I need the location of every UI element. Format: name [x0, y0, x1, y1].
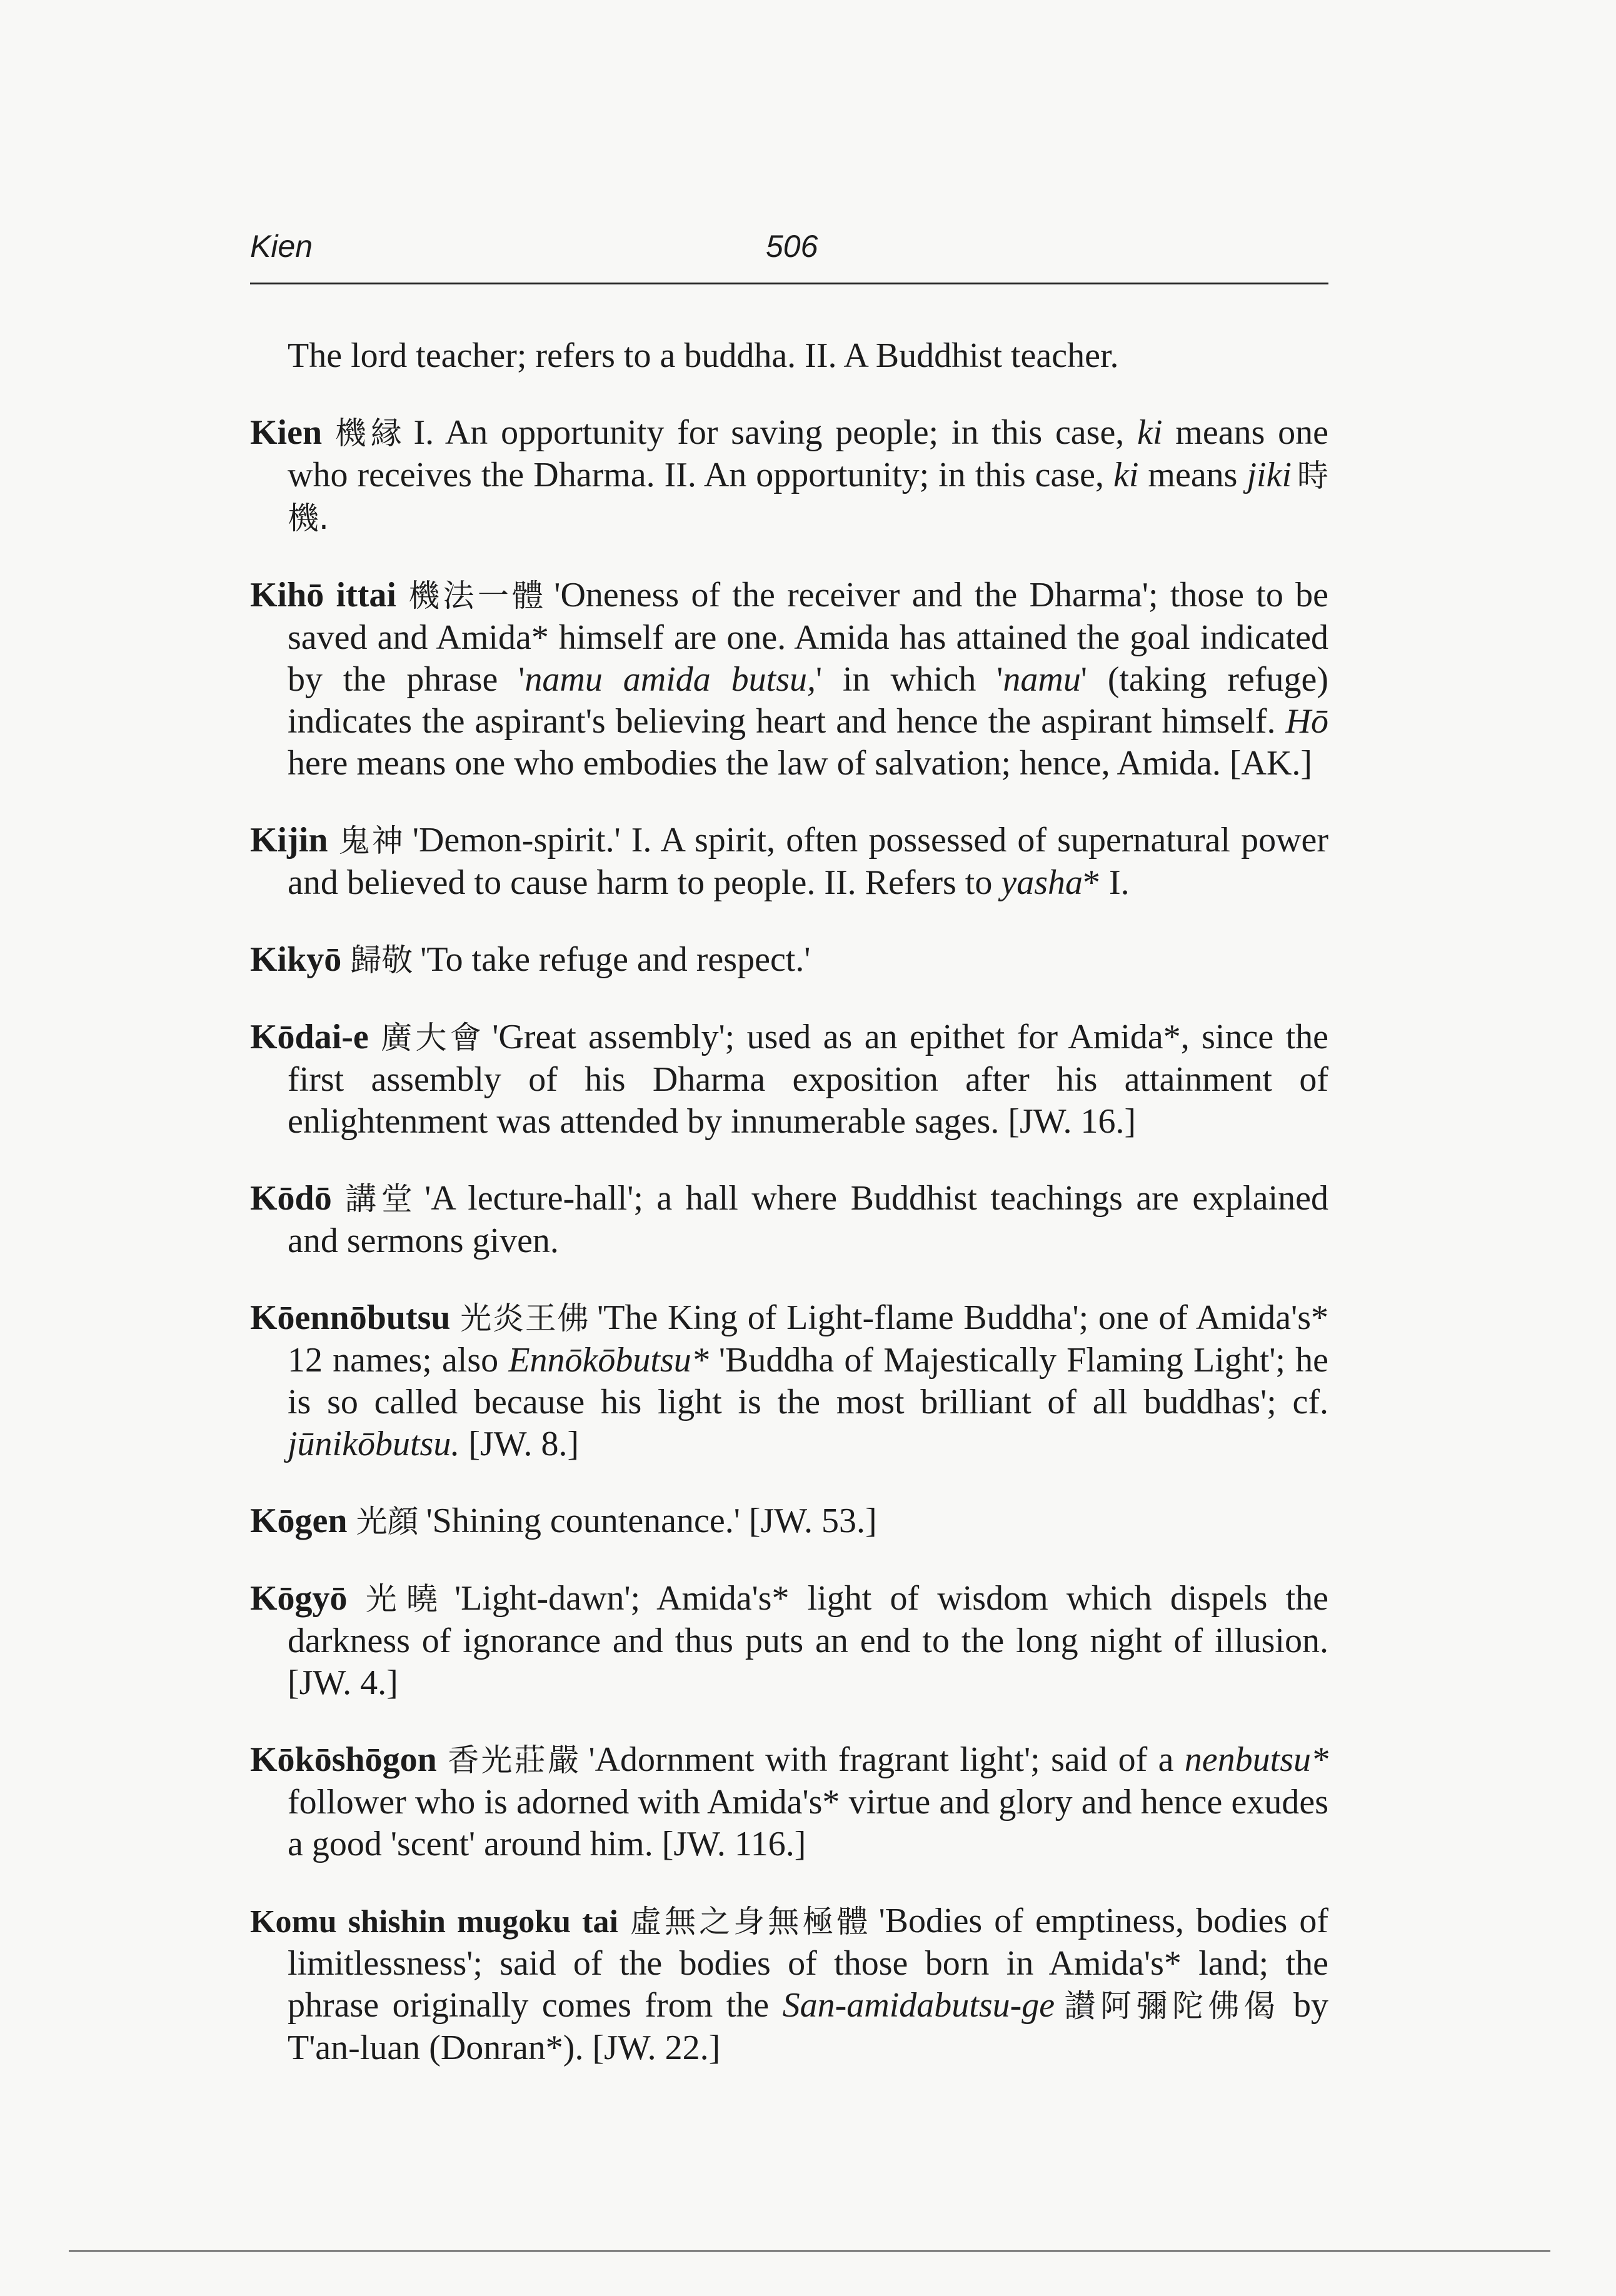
kanji-inline: 時機. — [288, 458, 1328, 536]
kanji: 虛無之身無極體 — [626, 1903, 871, 1940]
kanji: 機法一體 — [404, 578, 547, 614]
headword: Kōkōshōgon — [250, 1740, 437, 1779]
entry-kodai-e: Kōdai-e 廣大會 'Great assembly'; used as an epithet for Amida*, since the first assembly of his Dharma exposition after his attainment of enlightenment was attended by innumerable sages. [JW. 16.] — [250, 1018, 1328, 1141]
entry-continuation: The lord teacher; refers to a buddha. II. A Buddhist teacher. — [288, 336, 1119, 375]
headword: Kihō ittai — [250, 576, 396, 614]
kanji: 機縁 — [331, 415, 406, 451]
headword: Kōdō — [250, 1179, 332, 1218]
entry-kogen: Kōgen 光顔 'Shining countenance.' [JW. 53.] — [250, 1501, 877, 1540]
kanji: 歸敬 — [350, 942, 413, 978]
kanji: 光炎王佛 — [459, 1300, 590, 1336]
entry-kien: Kien 機縁 I. An opportunity for saving people; in this case, ki means one who receives the Dharma. II. An opportunity; in this case, ki means jiki 時機. — [250, 413, 1329, 536]
dictionary-entries — [250, 300, 1328, 2087]
header-rule — [250, 283, 1328, 284]
entry-kogyo: Kōgyō 光曉 'Light-dawn'; Amida's* light of wisdom which dispels the darkness of ignorance and thus puts an end to the long night of illusion. [JW. 4.] — [250, 1579, 1328, 1702]
headword: Kōennōbutsu — [250, 1298, 451, 1337]
header-headword: Kien — [250, 229, 313, 264]
footer-rule — [69, 2250, 1550, 2252]
page-number: 506 — [766, 229, 818, 264]
running-header — [250, 228, 1325, 272]
entry-koennobutsu: Kōennōbutsu 光炎王佛 'The King of Light-flame Buddha'; one of Amida's* 12 names; also Ennōkōbutsu* 'Buddha of Majestically Flaming Light'; he is so called because his light is the most brilliant of all buddhas'; cf. jūnikōbutsu. [JW. 8.] — [250, 1298, 1329, 1463]
kanji: 香光莊嚴 — [445, 1742, 581, 1778]
entry-kijin: Kijin 鬼神 'Demon-spirit.' I. A spirit, often possessed of supernatural power and believed to cause harm to people. II. Refers to yasha* I. — [250, 821, 1329, 902]
headword: Kijin — [250, 821, 328, 860]
entry-kiho-ittai: Kihō ittai 機法一體 'Oneness of the receiver and the Dharma'; those to be saved and Amida* himself are one. Amida has attained the goal indicated by the phrase 'namu amida butsu,' in which 'namu' (taking refuge) indicates the aspirant's believing heart and hence the aspirant himself. Hō here means one who embodies the law of salvation; hence, Amida. [AK.] — [250, 576, 1329, 783]
headword: Kōdai-e — [250, 1018, 369, 1056]
kanji-inline: 讃阿彌陀佛偈 — [1060, 1988, 1280, 2024]
kanji: 光顔 — [356, 1503, 419, 1540]
entry-kikyo: Kikyō 歸敬 'To take refuge and respect.' — [250, 940, 811, 979]
entry-komu-shishin: Komu shishin mugoku tai 虛無之身無極體 'Bodies of emptiness, bodies of limitlessness'; said of the bodies of those born in Amida's* land; the phrase originally comes from the San-amidabutsu-ge 讃阿彌陀佛偈 by T'an-luan (Donran*). [JW. 22.] — [250, 1902, 1329, 2067]
headword: Kien — [250, 413, 323, 452]
headword: Kōgen — [250, 1501, 348, 1540]
entry-kokoshogon: Kōkōshōgon 香光莊嚴 'Adornment with fragrant light'; said of a nenbutsu* follower who is adorned with Amida's* virtue and glory and hence exudes a good 'scent' around him. [JW. 116.] — [250, 1740, 1329, 1863]
kanji: 光曉 — [356, 1581, 448, 1617]
kanji: 鬼神 — [336, 823, 405, 859]
entry-kodo: Kōdō 講堂 'A lecture-hall'; a hall where Buddhist teachings are explained and sermons given. — [250, 1179, 1328, 1260]
kanji: 講堂 — [340, 1181, 418, 1217]
headword: Komu shishin mugoku tai — [250, 1904, 618, 1940]
headword: Kōgyō — [250, 1579, 348, 1618]
kanji: 廣大會 — [377, 1020, 485, 1056]
headword: Kikyō — [250, 940, 342, 979]
